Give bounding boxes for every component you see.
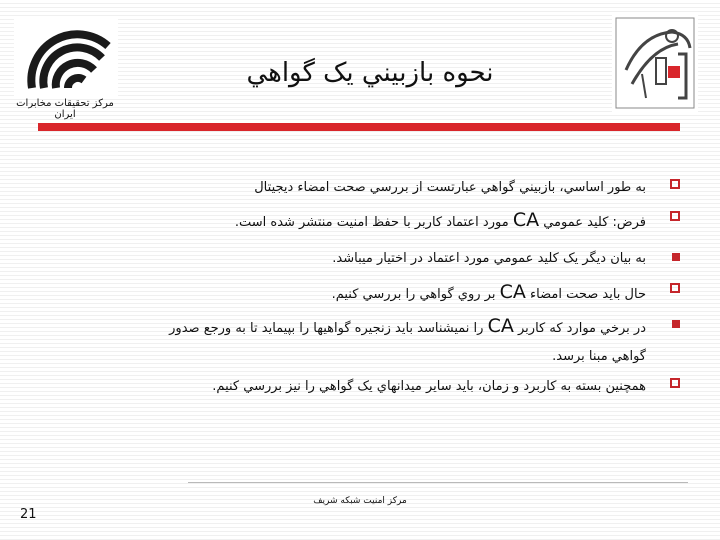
bullet-text: به بيان ديگر يک كليد عمومي مورد اعتماد در اختيار ميباشد.	[332, 251, 646, 266]
bullet-text	[60, 209, 680, 234]
bullet-text-before: فرض: كليد عمومي	[543, 215, 646, 230]
ca-term: CA	[487, 315, 514, 337]
solid-square-bullet-icon	[672, 253, 680, 261]
bullet-item	[60, 281, 680, 306]
bullet-list	[60, 0, 680, 540]
bullet-item	[60, 209, 680, 234]
bullet-text-before: حال بايد صحت امضاء	[530, 287, 646, 302]
bullet-text	[60, 281, 680, 306]
bullet-text-after: مورد اعتماد كاربر با حفظ امنيت منتشر شده است.	[234, 215, 509, 230]
hollow-square-bullet-icon	[670, 283, 680, 293]
bullet-text-after: بر روي گواهي را بررسي كنيم.	[331, 287, 496, 302]
bullet-text	[60, 315, 680, 340]
page-title: نحوه بازبيني يک گواهي	[246, 58, 494, 88]
bullet-item	[60, 177, 680, 199]
footer-divider	[188, 482, 688, 483]
sub-bullet-item	[60, 315, 680, 368]
ca-term: CA	[499, 281, 526, 303]
bullet-continuation: گواهي مبنا برسد.	[552, 349, 646, 364]
solid-square-bullet-icon	[672, 320, 680, 328]
left-logo-caption: مرکز تحقیقات مخابرات ایران	[16, 98, 114, 120]
bullet-item	[60, 376, 680, 398]
page-number: 21	[20, 507, 37, 522]
hollow-square-bullet-icon	[670, 211, 680, 221]
hollow-square-bullet-icon	[670, 179, 680, 189]
footer-text: مرکز امنیت شبکه شریف	[313, 496, 407, 506]
bullet-text-after: را نميشناسد بايد زنجيره گواهيها را بپيمايد تا به ورجع صدور	[169, 321, 484, 336]
hollow-square-bullet-icon	[670, 378, 680, 388]
sub-bullet-item	[60, 248, 680, 270]
bullet-text: به طور اساسي، بازبيني گواهي عبارتست از بررسي صحت امضاء ديجيتال	[254, 180, 646, 195]
bullet-text: همچنين بسته به كاربرد و زمان، بايد ساير ميدانهاي يک گواهي را نيز بررسي كنيم.	[212, 379, 646, 394]
bullet-text-before: در برخي موارد كه كاربر	[518, 321, 646, 336]
ca-term: CA	[512, 209, 540, 231]
